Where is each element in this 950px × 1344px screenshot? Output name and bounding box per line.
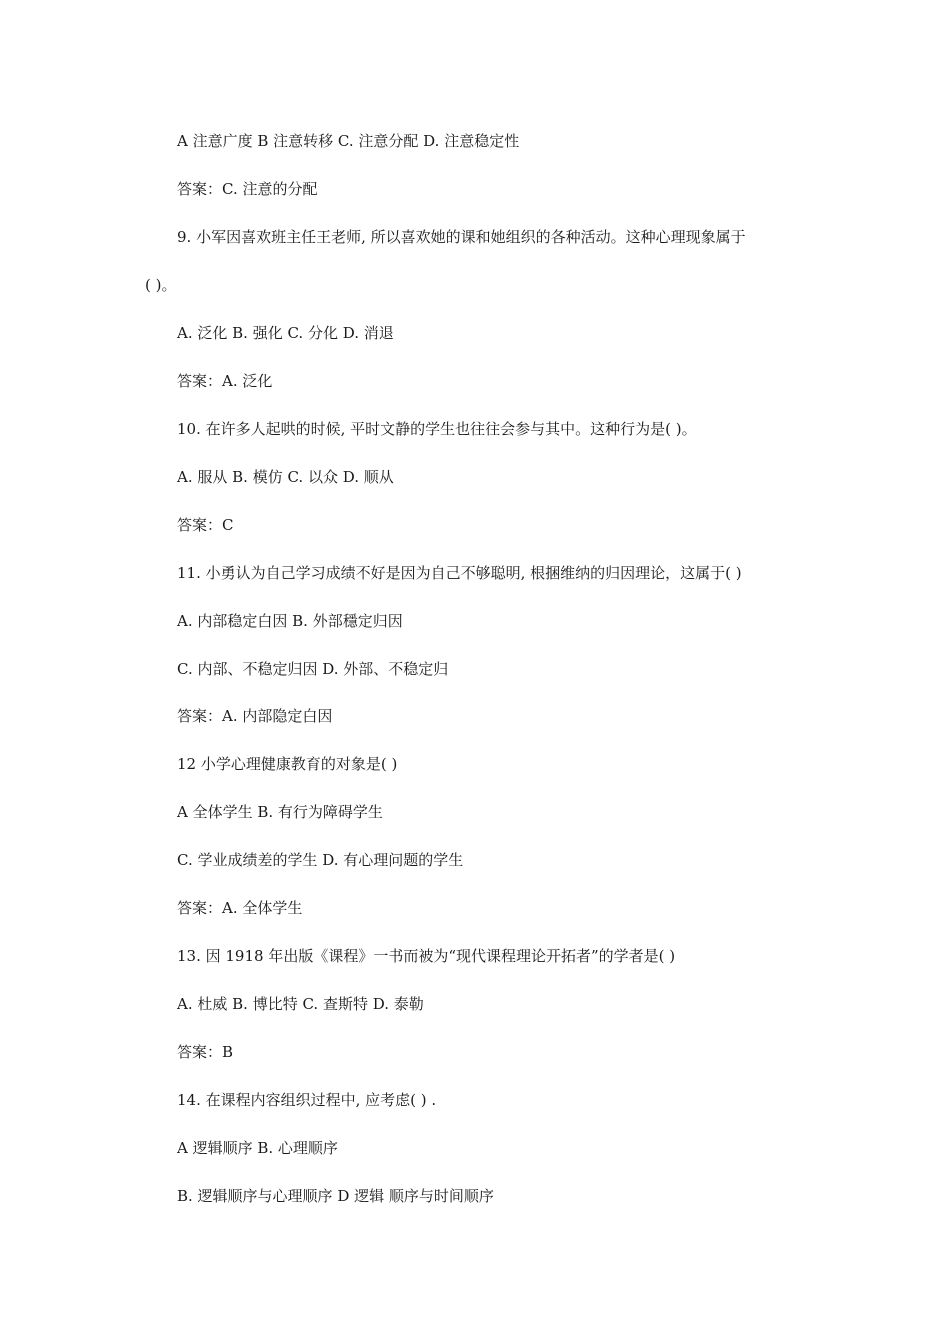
question-9-text: 9. 小军因喜欢班主任王老师, 所以喜欢她的课和她组织的各种活动。这种心理现象属于 (177, 228, 746, 246)
question-9-options: A. 泛化 B. 强化 C. 分化 D. 消退 (177, 324, 394, 342)
question-14-options-row2: B. 逻辑顺序与心理顺序 D 逻辑 顺序与时间顺序 (177, 1187, 494, 1205)
question-11-options-row1: A. 内部稳定白因 B. 外部穩定归因 (177, 612, 403, 630)
question-12-options-row1: A 全体学生 B. 有行为障碍学生 (177, 803, 383, 821)
question-12-options-row2: C. 学业成绩差的学生 D. 有心理问题的学生 (177, 851, 464, 869)
question-11-answer: 答案：A. 内部隐定白因 (177, 707, 333, 725)
question-10-answer: 答案：C (177, 516, 234, 534)
question-12-answer: 答案：A. 全体学生 (177, 899, 303, 917)
question-14-text: 14. 在课程内容组织过程中, 应考虑( ) . (177, 1091, 437, 1109)
question-10-options: A. 服从 B. 模仿 C. 以众 D. 顺从 (177, 468, 394, 486)
question-8-options: A 注意广度 B 注意转移 C. 注意分配 D. 注意稳定性 (177, 132, 520, 150)
question-11-text: 11. 小勇认为自己学习成绩不好是因为自己不够聪明, 根捆维纳的归因理论，这属于( ) (177, 564, 742, 582)
question-10-text: 10. 在许多人起哄的时候, 平时文静的学生也往往会参与其中。这种行为是( )。 (177, 420, 697, 438)
question-11-options-row2: C. 内部、不稳定归因 D. 外部、不稳定归 (177, 660, 449, 678)
question-13-text: 13. 因 1918 年出版《课程》一书而被为“现代课程理论开拓者”的学者是( ) (177, 947, 676, 965)
question-9-answer: 答案：A. 泛化 (177, 372, 273, 390)
question-8-answer: 答案：C. 注意的分配 (177, 180, 318, 198)
question-13-answer: 答案：B (177, 1043, 234, 1061)
question-12-text: 12 小学心理健康教育的对象是( ) (177, 755, 398, 773)
question-13-options: A. 杜威 B. 博比特 C. 查斯特 D. 泰勒 (177, 995, 424, 1013)
question-9-text-continued: ( )。 (145, 276, 177, 294)
question-14-options-row1: A 逻辑顺序 B. 心理顺序 (177, 1139, 338, 1157)
